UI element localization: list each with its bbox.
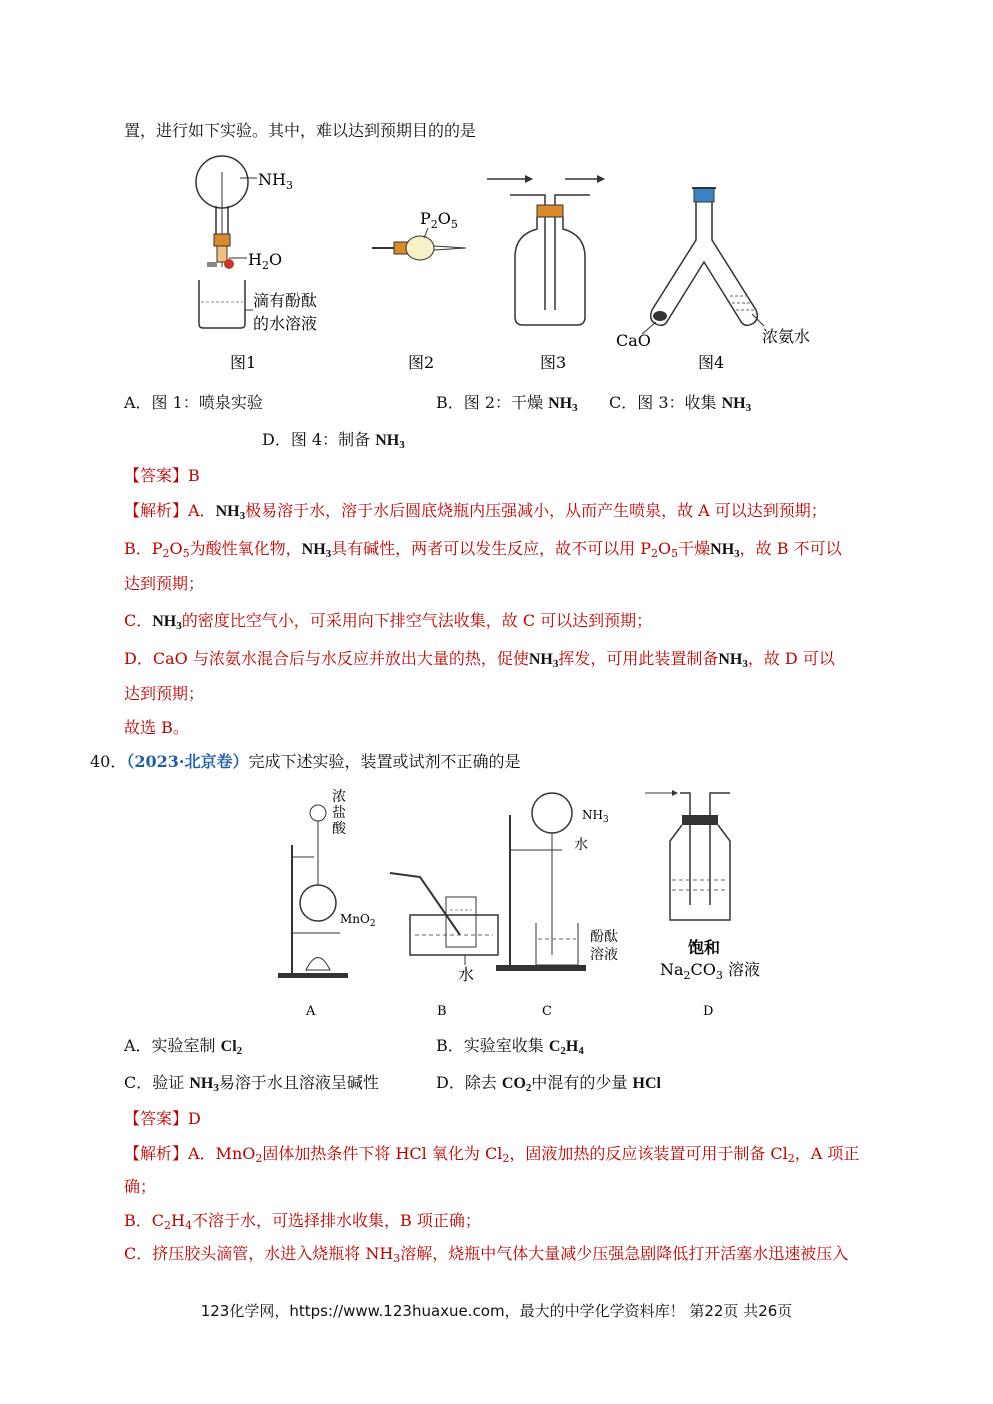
q39-figure-1 xyxy=(185,152,345,377)
fig1-solution-label-1: 滴有酚酞 xyxy=(253,291,318,310)
fig1-h2o-label: $H_2O$ xyxy=(248,250,283,272)
b-caption: B xyxy=(437,1004,447,1019)
q40-stem: 40．（2023·北京卷）完成下述实验，装置或试剂不正确的是 xyxy=(90,752,521,771)
fig2-p2o5-label: $P_2O_5$ xyxy=(420,209,458,231)
q40-option-d: D．除去 $CO_2$中混有的少量 HCl xyxy=(436,1073,661,1094)
q40-option-a: A．实验室制 $Cl_2$ xyxy=(124,1036,243,1057)
fig1-caption: 图1 xyxy=(230,353,257,372)
y-tube-icon xyxy=(651,202,758,325)
beaker-icon xyxy=(199,280,245,328)
d-label-2: $Na_2CO_3$ 溶液 xyxy=(660,960,760,982)
d-caption: D xyxy=(703,1004,714,1019)
q39-figure-2 xyxy=(370,200,470,377)
round-flask-icon xyxy=(532,793,572,833)
drying-tube-icon xyxy=(406,236,434,260)
c-nh3-label: $NH_3$ xyxy=(582,808,609,825)
q39-analysis-line-7: 故选 B。 xyxy=(124,718,189,737)
page-footer: 123化学网，https://www.123huaxue.com，最大的中学化学资料库！ 第22页 共26页 xyxy=(200,1302,793,1320)
fig4-cao-label: CaO xyxy=(616,331,651,350)
a-caption: A xyxy=(306,1004,316,1019)
apparatus-a xyxy=(278,789,376,1019)
c-water-label: 水 xyxy=(574,837,588,853)
beaker-icon xyxy=(536,923,578,965)
q39-option-c: C．图 3：收集 $NH_3$ xyxy=(609,393,752,414)
fig4-ammonia-label: 浓氨水 xyxy=(762,327,811,346)
c-solution-label-1: 酚酞 xyxy=(590,929,618,945)
q39-analysis-line-5: D．CaO 与浓氨水混合后与水反应并放出大量的热，促使$NH_3$挥发，可用此装置制备$NH_3$，故 D 可以 xyxy=(124,649,835,670)
flask-icon xyxy=(300,885,336,921)
q39-analysis-line-3: 达到预期； xyxy=(124,574,205,593)
a-label-3: 酸 xyxy=(332,821,346,837)
q40-figure xyxy=(270,785,780,1020)
q39-option-a: A．图 1：喷泉实验 xyxy=(124,393,263,412)
gas-washing-bottle-icon xyxy=(670,825,730,920)
apparatus-c xyxy=(496,793,618,1019)
q40-analysis-line-3: B．$C_2H_4$不溶于水，可选择排水收集，B 项正确； xyxy=(124,1211,481,1232)
fig1-solution-label-2: 的水溶液 xyxy=(253,314,318,333)
a-mno2-label: MnO$_2$ xyxy=(340,912,376,929)
apparatus-b xyxy=(390,873,498,1019)
q40-analysis-line-2: 确； xyxy=(124,1177,157,1196)
q39-option-b: B．图 2：干燥 $NH_3$ xyxy=(436,393,578,414)
q39-intro: 置，进行如下实验。其中，难以达到预期目的的是 xyxy=(124,121,477,140)
q40-option-c: C．验证 $NH_3$易溶于水且溶液呈碱性 xyxy=(124,1073,379,1094)
a-label-1: 浓 xyxy=(332,789,346,805)
q40-option-b: B．实验室收集 $C_2H_4$ xyxy=(436,1036,584,1057)
q39-analysis-line-1: 【解析】A．$NH_3$极易溶于水，溶于水后圆底烧瓶内压强减小，从而产生喷泉，故 A 可以达到预期； xyxy=(124,501,827,522)
q39-answer: 【答案】B xyxy=(124,466,200,485)
gas-bottle-icon xyxy=(515,217,585,325)
q39-option-d: D．图 4：制备 $NH_3$ xyxy=(262,430,405,451)
fig1-nh3-label: $NH_3$ xyxy=(258,170,293,192)
c-solution-label-2: 溶液 xyxy=(590,947,618,963)
q39-analysis-line-4: C．$NH_3$的密度比空气小，可采用向下排空气法收集，故 C 可以达到预期； xyxy=(124,611,653,632)
fig2-caption: 图2 xyxy=(408,353,435,372)
q40-analysis-line-1: 【解析】A．MnO$_2$固体加热条件下将 HCl 氧化为 $Cl_2$，固液加热的反应该装置可用于制备 $Cl_2$，A 项正 xyxy=(124,1144,860,1165)
q40-analysis-line-4: C．挤压胶头滴管，水进入烧瓶将 $NH_3$溶解，烧瓶中气体大量减少压强急剧降低打开活塞水迅速被压入 xyxy=(124,1244,849,1265)
q39-analysis-line-2: B．$P_2O_5$为酸性氧化物，$NH_3$具有碱性，两者可以发生反应，故不可以用 $P_2O_5$干燥$NH_3$，故 B 不可以 xyxy=(124,539,842,560)
q39-figure-4 xyxy=(612,170,822,377)
q39-figure-3 xyxy=(485,165,615,377)
a-label-2: 盐 xyxy=(332,805,346,821)
fig4-caption: 图4 xyxy=(698,353,725,372)
apparatus-d xyxy=(645,790,760,1019)
b-water-label: 水 xyxy=(458,965,475,984)
d-label-1: 饱和 xyxy=(688,938,721,957)
c-caption: C xyxy=(542,1004,552,1019)
q39-analysis-line-6: 达到预期； xyxy=(124,684,205,703)
fig3-caption: 图3 xyxy=(540,353,567,372)
q40-answer: 【答案】D xyxy=(124,1109,201,1128)
